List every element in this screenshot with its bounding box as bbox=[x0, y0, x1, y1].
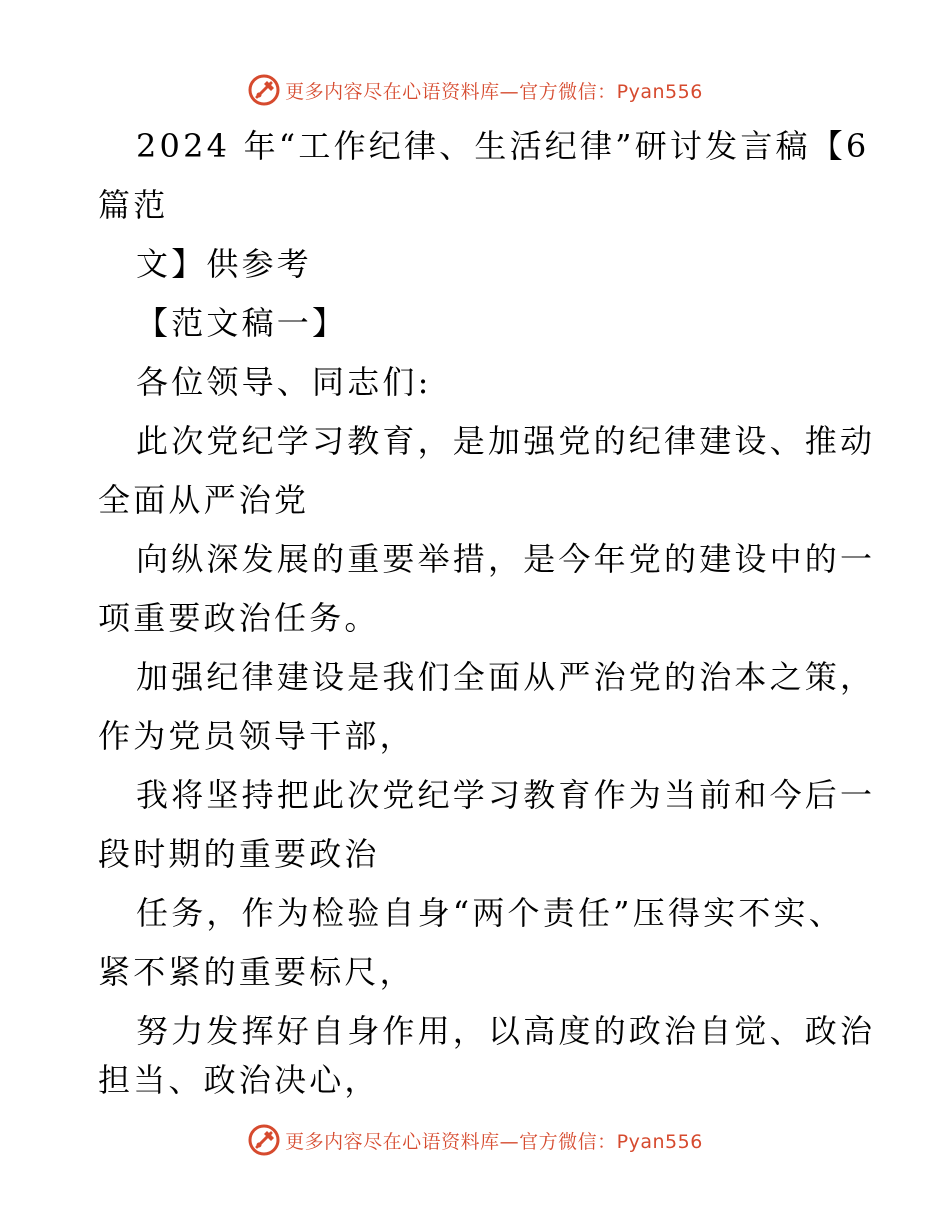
salutation: 各位领导、同志们: bbox=[136, 363, 432, 401]
body-line: 此次党纪学习教育，是加强党的纪律建设、推动 bbox=[136, 422, 876, 460]
header-banner-text: 更多内容尽在心语资料库—官方微信：Pyan556 bbox=[285, 80, 703, 103]
body-line: 加强纪律建设是我们全面从严治党的治本之策， bbox=[136, 658, 876, 696]
body-line: 段时期的重要政治 bbox=[98, 835, 380, 873]
section-heading: 【范文稿一】 bbox=[136, 304, 348, 342]
body-line: 向纵深发展的重要举措，是今年党的建设中的一 bbox=[136, 540, 876, 578]
title-line-2: 篇范 bbox=[98, 186, 169, 224]
header-banner bbox=[0, 70, 950, 110]
body-line: 紧不紧的重要标尺， bbox=[98, 953, 415, 991]
body-line: 我将坚持把此次党纪学习教育作为当前和今后一 bbox=[136, 776, 876, 814]
body-line: 项重要政治任务。 bbox=[98, 599, 380, 637]
body-line: 全面从严治党 bbox=[98, 481, 310, 519]
body-line: 担当、政治决心， bbox=[98, 1061, 380, 1099]
footer-banner bbox=[0, 1120, 950, 1160]
title-line-1: 2024 年“工作纪律、生活纪律”研讨发言稿【6 bbox=[136, 127, 870, 165]
logo-icon bbox=[247, 73, 281, 107]
logo-icon bbox=[247, 1123, 281, 1157]
title-line-3: 文】供参考 bbox=[136, 245, 313, 283]
body-line: 作为党员领导干部， bbox=[98, 717, 415, 755]
footer-banner-text: 更多内容尽在心语资料库—官方微信：Pyan556 bbox=[285, 1130, 703, 1153]
body-line: 努力发挥好自身作用，以高度的政治自觉、政治 bbox=[136, 1012, 876, 1050]
body-line: 任务，作为检验自身“两个责任”压得实不实、 bbox=[136, 894, 844, 932]
